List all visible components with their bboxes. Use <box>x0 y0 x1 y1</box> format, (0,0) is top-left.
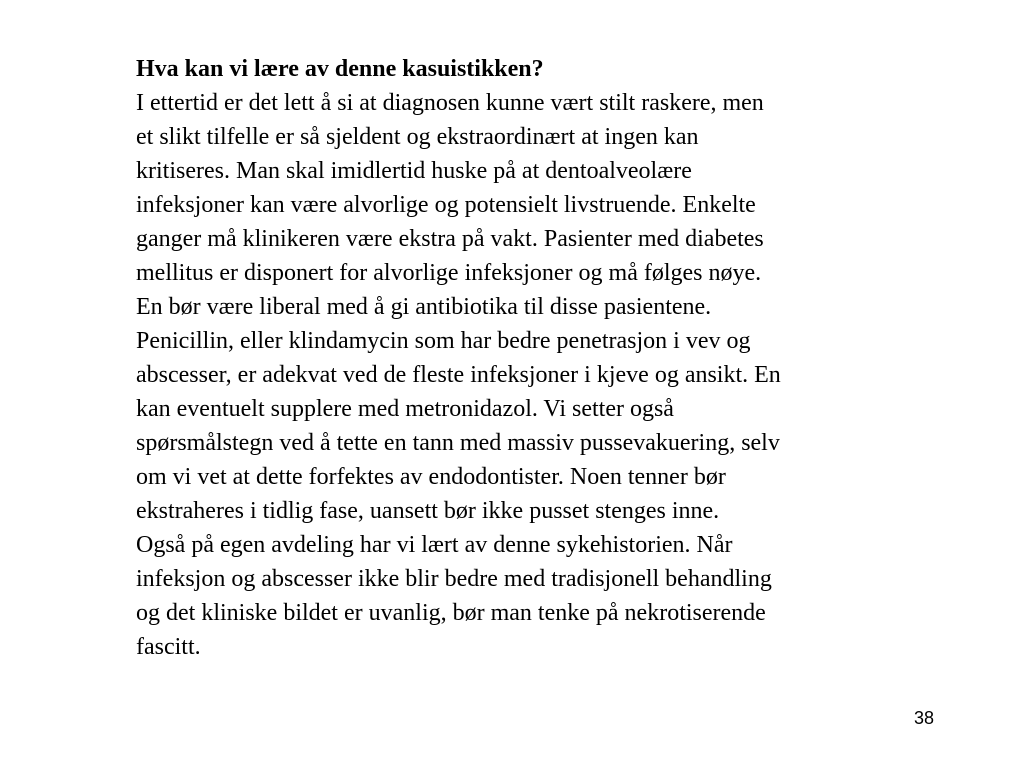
body-line: ekstraheres i tidlig fase, uansett bør ikke pusset stenges inne. <box>136 498 720 524</box>
body-line: om vi vet at dette forfektes av endodontister. Noen tenner bør <box>136 464 726 490</box>
body-line: fascitt. <box>136 634 201 660</box>
body-line: Også på egen avdeling har vi lært av denne sykehistorien. Når <box>136 532 733 558</box>
slide-text-block <box>136 52 916 664</box>
body-line: kritiseres. Man skal imidlertid huske på at dentoalveolære <box>136 158 692 184</box>
page-number: 38 <box>913 708 935 728</box>
slide-heading: Hva kan vi lære av denne kasuistikken? <box>136 56 544 82</box>
body-line: En bør være liberal med å gi antibiotika til disse pasientene. <box>136 294 712 320</box>
body-line: og det kliniske bildet er uvanlig, bør man tenke på nekrotiserende <box>136 600 766 626</box>
body-line: abscesser, er adekvat ved de fleste infeksjoner i kjeve og ansikt. En <box>136 362 781 388</box>
body-line: et slikt tilfelle er så sjeldent og ekstraordinært at ingen kan <box>136 124 699 150</box>
body-line: I ettertid er det lett å si at diagnosen kunne vært stilt raskere, men <box>136 90 764 116</box>
body-line: infeksjon og abscesser ikke blir bedre med tradisjonell behandling <box>136 566 772 592</box>
body-line: Penicillin, eller klindamycin som har bedre penetrasjon i vev og <box>136 328 751 354</box>
body-line: ganger må klinikeren være ekstra på vakt. Pasienter med diabetes <box>136 226 764 252</box>
body-line: mellitus er disponert for alvorlige infeksjoner og må følges nøye. <box>136 260 762 286</box>
body-line: spørsmålstegn ved å tette en tann med massiv pussevakuering, selv <box>136 430 780 456</box>
body-line: infeksjoner kan være alvorlige og potensielt livstruende. Enkelte <box>136 192 756 218</box>
body-line: kan eventuelt supplere med metronidazol. Vi setter også <box>136 396 674 422</box>
